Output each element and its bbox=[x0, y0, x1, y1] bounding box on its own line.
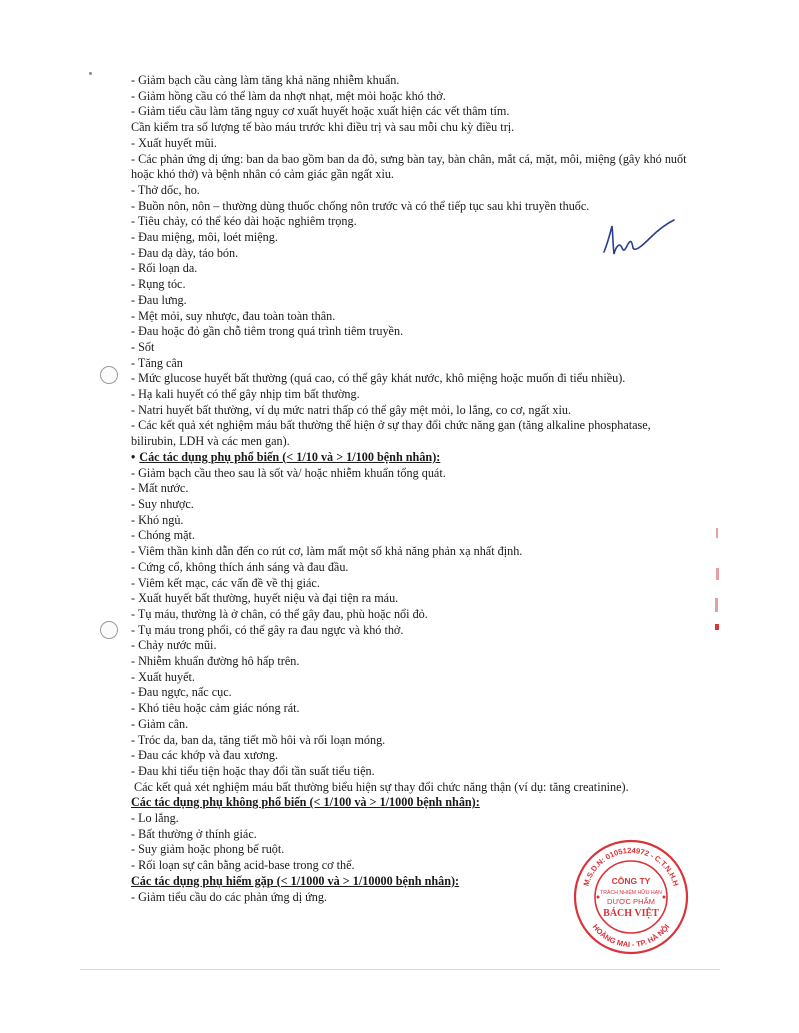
text-line bbox=[131, 356, 691, 372]
page-edge-mark bbox=[714, 528, 722, 638]
line-text: - Đau lưng. bbox=[131, 292, 187, 307]
line-text: - Lo lắng. bbox=[131, 811, 179, 826]
line-text: - Thở dốc, ho. bbox=[131, 182, 200, 197]
binder-hole-top bbox=[100, 366, 118, 384]
line-text: - Giảm cân. bbox=[131, 716, 189, 731]
text-line bbox=[131, 183, 691, 199]
line-text: Các tác dụng phụ phổ biến (< 1/10 và > 1/100 bệnh nhân): bbox=[139, 449, 441, 464]
line-text: Các tác dụng phụ hiếm gặp (< 1/1000 và > 1/10000 bệnh nhân): bbox=[131, 873, 460, 888]
line-text: - Đau hoặc đỏ gần chỗ tiêm trong quá trình tiêm truyền. bbox=[131, 324, 404, 339]
section-heading bbox=[131, 450, 691, 466]
line-text: - Xuất huyết. bbox=[131, 669, 195, 684]
bullet-icon: • bbox=[131, 449, 136, 464]
stamp-ring-bottom: HOÀNG MAI - TP. HÀ NỘI bbox=[590, 922, 672, 950]
line-text: - Chảy nước mũi. bbox=[131, 638, 217, 653]
text-line bbox=[131, 670, 691, 686]
stamp-line3: DƯỢC PHẨM bbox=[606, 897, 656, 906]
text-line bbox=[131, 120, 691, 136]
line-text: - Tụ máu, thường là ở chân, có thể gây đau, phù hoặc nổi đỏ. bbox=[131, 606, 428, 621]
text-line bbox=[131, 513, 691, 529]
text-line bbox=[131, 497, 691, 513]
text-line bbox=[131, 591, 691, 607]
text-line bbox=[131, 544, 691, 560]
text-line bbox=[131, 560, 691, 576]
text-line bbox=[131, 371, 691, 387]
text-line bbox=[131, 733, 691, 749]
line-text: - Xuất huyết bất thường, huyết niệu và đại tiện ra máu. bbox=[131, 591, 399, 606]
document-body bbox=[131, 73, 691, 905]
line-text: - Đau dạ dày, táo bón. bbox=[131, 245, 239, 260]
text-line bbox=[131, 748, 691, 764]
section-heading bbox=[131, 795, 691, 811]
line-text: Cần kiểm tra số lượng tế bào máu trước khi điều trị và sau mỗi chu kỳ điều trị. bbox=[131, 120, 515, 135]
line-text: - Chóng mặt. bbox=[131, 528, 195, 543]
text-line bbox=[131, 277, 691, 293]
stamp-line2: TRÁCH NHIỆM HỮU HẠN bbox=[600, 890, 662, 896]
text-line bbox=[131, 466, 691, 482]
line-text: - Bất thường ở thính giác. bbox=[131, 826, 257, 841]
text-line bbox=[131, 623, 691, 639]
line-text: - Các phản ứng dị ứng: ban da bao gồm ban da đỏ, sưng bàn tay, bàn chân, mắt cá, mặt, môi, miệng (gây khó nuốt hoặc khó thở) và bệnh nhân có cảm giác gần ngất xỉu. bbox=[131, 151, 687, 182]
text-line bbox=[131, 528, 691, 544]
line-text: - Rụng tóc. bbox=[131, 277, 186, 292]
text-line bbox=[131, 261, 691, 277]
line-text: - Đau miệng, môi, loét miệng. bbox=[131, 230, 278, 245]
text-line bbox=[131, 293, 691, 309]
line-text: - Khó ngủ. bbox=[131, 512, 184, 527]
line-text: - Giảm hồng cầu có thể làm da nhợt nhạt, mệt mỏi hoặc khó thở. bbox=[131, 88, 446, 103]
scan-dot bbox=[89, 72, 92, 75]
line-text: - Natri huyết bất thường, ví dụ mức natri thấp có thể gây mệt mỏi, lo lắng, co cơ, ngất xỉu. bbox=[131, 402, 572, 417]
line-text: - Khó tiêu hoặc cảm giác nóng rát. bbox=[131, 701, 300, 716]
text-line bbox=[131, 638, 691, 654]
line-text: - Tăng cân bbox=[131, 355, 183, 370]
text-line bbox=[131, 717, 691, 733]
text-line bbox=[131, 387, 691, 403]
line-text: - Tụ máu trong phổi, có thể gây ra đau ngực và khó thở. bbox=[131, 622, 404, 637]
stamp-ring-top: M.S.D.N: 0105124972 - C.T.N.H.H bbox=[581, 845, 681, 888]
company-stamp bbox=[572, 838, 690, 956]
line-text: - Hạ kali huyết có thể gây nhịp tim bất thường. bbox=[131, 387, 360, 402]
line-text: - Tiêu chảy, có thể kéo dài hoặc nghiêm trọng. bbox=[131, 214, 357, 229]
text-line bbox=[131, 324, 691, 340]
line-text: - Tróc da, ban da, tăng tiết mồ hôi và rối loạn móng. bbox=[131, 732, 386, 747]
page-footer-rule bbox=[80, 969, 720, 970]
line-text: - Đau ngực, nấc cục. bbox=[131, 685, 232, 700]
line-text: - Suy giảm hoặc phong bế ruột. bbox=[131, 842, 285, 857]
line-text: Các kết quả xét nghiệm máu bất thường biểu hiện sự thay đổi chức năng thận (ví dụ: tăng creatinine). bbox=[134, 779, 629, 794]
text-line bbox=[131, 136, 691, 152]
line-text: - Viêm thần kinh dẫn đến co rút cơ, làm mất một số khả năng phản xạ nhất định. bbox=[131, 544, 523, 559]
line-text: - Giảm tiểu cầu làm tăng nguy cơ xuất huyết hoặc xuất hiện các vết thâm tím. bbox=[131, 104, 510, 119]
line-text: - Nhiễm khuẩn đường hô hấp trên. bbox=[131, 654, 300, 669]
line-text: - Mất nước. bbox=[131, 481, 189, 496]
line-text: - Buồn nôn, nôn – thường dùng thuốc chống nôn trước và có thể tiếp tục sau khi truyền thuốc. bbox=[131, 198, 590, 213]
line-text: - Giảm bạch cầu theo sau là sốt và/ hoặc nhiễm khuẩn tổng quát. bbox=[131, 465, 446, 480]
line-text: - Sốt bbox=[131, 339, 155, 354]
line-text: - Đau khi tiểu tiện hoặc thay đổi tần suất tiểu tiện. bbox=[131, 763, 375, 778]
line-text: - Viêm kết mạc, các vấn đề về thị giác. bbox=[131, 575, 320, 590]
line-text: - Mệt mỏi, suy nhược, đau toàn toàn thân. bbox=[131, 308, 336, 323]
line-text: Các tác dụng phụ không phổ biến (< 1/100 và > 1/1000 bệnh nhân): bbox=[131, 795, 480, 810]
text-line bbox=[131, 685, 691, 701]
text-line bbox=[131, 654, 691, 670]
text-line bbox=[131, 403, 691, 419]
text-line bbox=[131, 780, 691, 796]
text-line bbox=[131, 701, 691, 717]
text-line bbox=[131, 607, 691, 623]
line-text: - Rối loạn da. bbox=[131, 261, 198, 276]
text-line bbox=[131, 73, 691, 89]
line-text: - Đau các khớp và đau xương. bbox=[131, 748, 279, 763]
text-line bbox=[131, 152, 691, 183]
line-text: - Mức glucose huyết bất thường (quá cao, có thể gây khát nước, khô miệng hoặc muốn đi tiểu nhiều). bbox=[131, 371, 626, 386]
line-text: - Các kết quả xét nghiệm máu bất thường thể hiện ở sự thay đổi chức năng gan (tăng alkaline phosphatase, bilirubin, LDH và các men gan). bbox=[131, 418, 651, 449]
line-text: - Rối loạn sự cân bằng acid-base trong cơ thể. bbox=[131, 858, 355, 873]
text-line bbox=[131, 309, 691, 325]
text-line bbox=[131, 764, 691, 780]
text-line bbox=[131, 89, 691, 105]
text-line bbox=[131, 418, 691, 449]
text-line bbox=[131, 104, 691, 120]
line-text: - Xuất huyết mũi. bbox=[131, 135, 217, 150]
stamp-line1: CÔNG TY bbox=[611, 876, 651, 886]
line-text: - Giảm bạch cầu càng làm tăng khả năng nhiễm khuẩn. bbox=[131, 73, 400, 87]
text-line bbox=[131, 340, 691, 356]
stamp-line4: BÁCH VIỆT bbox=[603, 908, 659, 919]
signature-mark bbox=[598, 212, 678, 262]
text-line bbox=[131, 811, 691, 827]
text-line bbox=[131, 576, 691, 592]
text-line bbox=[131, 481, 691, 497]
binder-hole-bottom bbox=[100, 621, 118, 639]
line-text: - Suy nhược. bbox=[131, 496, 194, 511]
line-text: - Cứng cổ, không thích ánh sáng và đau đầu. bbox=[131, 559, 349, 574]
line-text: - Giảm tiểu cầu do các phản ứng dị ứng. bbox=[131, 889, 327, 904]
